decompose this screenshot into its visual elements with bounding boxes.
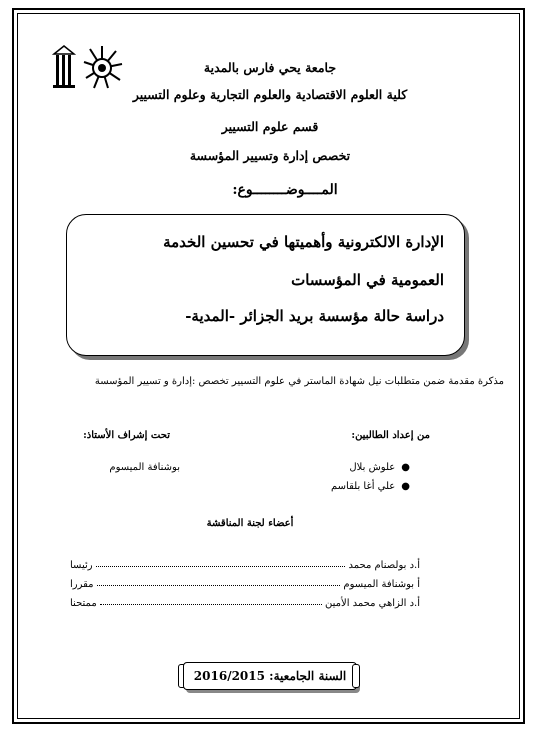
students-label: من إعداد الطالبين:: [351, 430, 430, 441]
bullet-icon: ●: [401, 481, 410, 492]
committee-row: [70, 579, 420, 590]
title-line-1: الإدارة الالكترونية وأهميتها في تحسين الخدمة: [163, 233, 444, 251]
title-line-2: العمومية في المؤسسات: [291, 271, 444, 289]
committee-member-name: أ.د بولصنام محمد: [348, 560, 420, 571]
academic-year-label: السنة الجامعية:: [269, 669, 347, 683]
committee-member-role: مقررا: [70, 579, 94, 590]
supervisor-label: تحت إشراف الأستاذ:: [83, 430, 170, 441]
committee-member-role: ممتحنا: [70, 598, 97, 609]
supervisor-name: بوشنافة الميسوم: [109, 462, 180, 473]
student-name: علي أغا بلقاسم: [331, 481, 396, 492]
dotted-leader: [100, 598, 322, 605]
committee-member-name: أ بوشنافة الميسوم: [343, 579, 420, 590]
university-name: جامعة يحي فارس بالمدية: [203, 60, 337, 75]
student-item: [250, 462, 410, 473]
title-line-3: دراسة حالة مؤسسة بريد الجزائر -المدية-: [185, 307, 444, 325]
committee-member-role: رئيسا: [70, 560, 93, 571]
academic-year-box: [183, 662, 357, 690]
faculty-name: كلية العلوم الاقتصادية والعلوم التجارية وعلوم التسيير: [132, 87, 408, 102]
student-name: علوش بلال: [349, 462, 396, 473]
committee-member-name: أ.د الزاهي محمد الأمين: [325, 598, 420, 609]
scroll-ornament-right: [352, 664, 360, 688]
committee-label: أعضاء لجنة المناقشة: [206, 518, 294, 529]
dotted-leader: [96, 560, 346, 567]
student-item: [250, 481, 410, 492]
dotted-leader: [97, 579, 341, 586]
thesis-title-box: [66, 214, 465, 356]
committee-row: [70, 560, 420, 571]
committee-row: [70, 598, 420, 609]
specialty-name: تخصص إدارة وتسيير المؤسسة: [189, 148, 351, 163]
academic-year-value: 2016/2015: [193, 669, 265, 683]
department-name: قسم علوم التسيير: [221, 119, 319, 134]
bullet-icon: ●: [401, 462, 410, 473]
subject-label: المــــوضــــــــوع:: [232, 182, 338, 198]
thesis-note: مذكرة مقدمة ضمن متطلبات نيل شهادة الماستر في علوم التسيير تخصص :إدارة و تسيير المؤسسة: [94, 376, 504, 387]
